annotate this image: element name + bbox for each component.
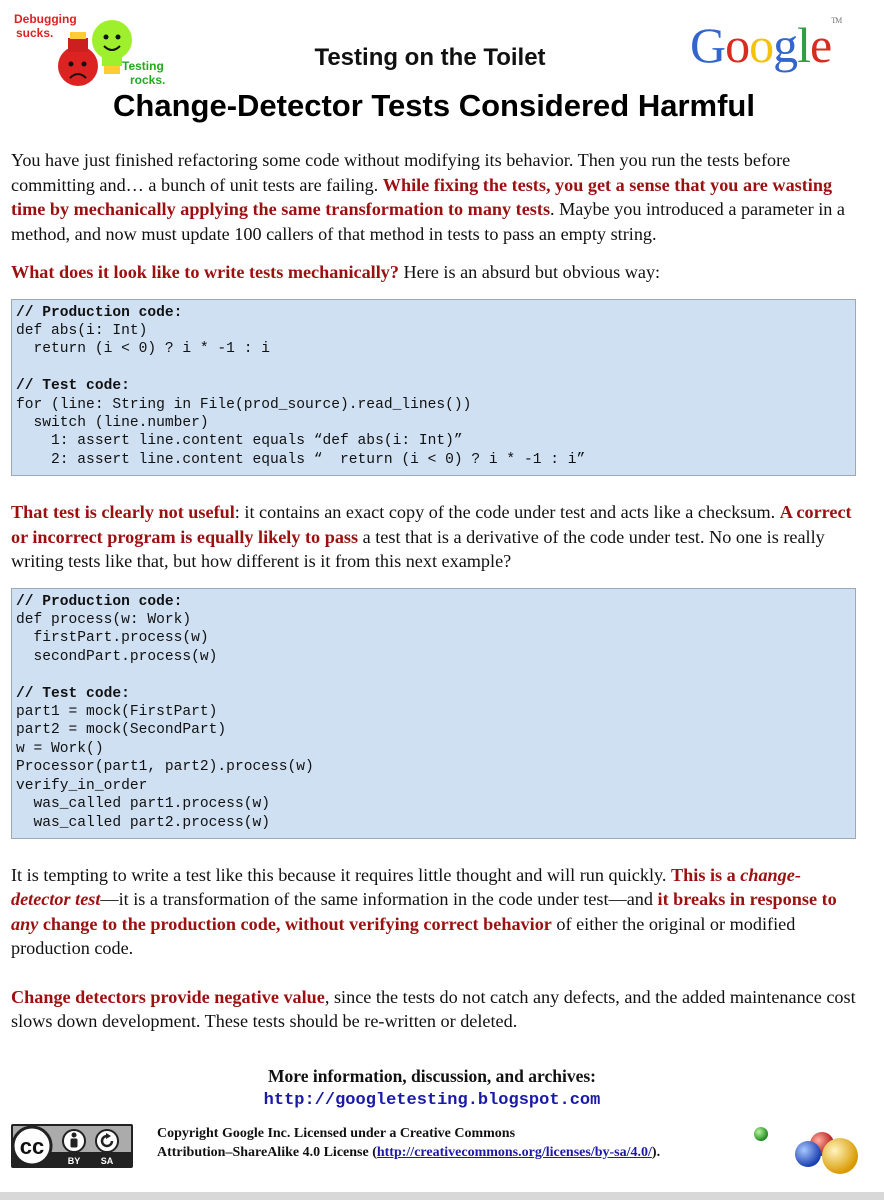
testing-rocks-text: Testing (122, 59, 164, 73)
cc-icon: cc (19, 1134, 45, 1159)
intro-paragraph (11, 148, 856, 246)
code-line: was_called part2.process(w) (16, 814, 270, 831)
code-line: Processor(part1, part2).process(w) (16, 759, 314, 776)
useless-highlight: That test is clearly not useful (11, 502, 235, 523)
cc-by-sa-badge[interactable] (11, 1124, 133, 1168)
series-title: Testing on the Toilet (314, 44, 546, 71)
tempting-highlight-italic: change-detector test (11, 864, 801, 910)
copyright-text: Attribution–ShareAlike 4.0 License ( (157, 1145, 377, 1160)
useless-text: : it contains an exact copy of the code under test and acts like a checksum. (234, 502, 780, 523)
code-line: firstPart.process(w) (16, 630, 209, 647)
footer-info: More information, discussion, and archives: (268, 1066, 596, 1086)
debugging-sucks-text-2: sucks. (16, 26, 54, 40)
code-line: part2 = mock(SecondPart) (16, 722, 227, 739)
google-letter: o (749, 17, 774, 73)
code-line: 2: assert line.content equals “ return (i < 0) ? i * -1 : i” (16, 451, 586, 468)
google-letter: l (797, 17, 811, 73)
page-bottom-bar (0, 1192, 884, 1200)
code-line: switch (line.number) (16, 414, 209, 431)
code-line: part1 = mock(FirstPart) (16, 704, 218, 721)
trademark-mark: TM (831, 16, 842, 25)
tempting-paragraph (11, 863, 856, 961)
copyright-text-end: ). (651, 1145, 661, 1160)
intro-highlight: While fixing the tests, you get a sense that you are wasting time by mechanically applying the same transformation to many tests (11, 174, 833, 219)
google-logo (690, 16, 841, 74)
header (0, 0, 884, 130)
tempting-text-3: of either the original or modified production code. (11, 913, 796, 959)
by-icon (63, 1130, 85, 1152)
tempting-text: It is tempting to write a test like this because it requires little thought and will run quickly. (11, 864, 672, 885)
negative-paragraph (11, 985, 856, 1034)
code-line: def abs(i: Int) (16, 322, 148, 339)
article-body (11, 148, 856, 1034)
google-letter: G (690, 17, 726, 73)
tempting-highlight-3: change to the production code, without verifying correct behavior (38, 913, 552, 934)
tempting-highlight: This is a (671, 864, 741, 885)
copyright-line-2 (157, 1143, 737, 1162)
code-line: // Production code: (16, 593, 183, 610)
negative-text: , since the tests do not catch any defects, and the added maintenance cost slows down development. These tests should be re-written or deleted. (11, 986, 856, 1032)
code-line: w = Work() (16, 740, 104, 757)
code-line: // Test code: (16, 378, 130, 395)
google-balls-icon (750, 1122, 870, 1178)
code-line: return (i < 0) ? i * -1 : i (16, 341, 270, 358)
code-line: 1: assert line.content equals “def abs(i: Int)” (16, 433, 463, 450)
code-line: def process(w: Work) (16, 612, 192, 629)
debugging-sucks-text: Debugging (14, 12, 77, 26)
code-line: // Test code: (16, 685, 130, 702)
tempting-highlight-any: any (11, 913, 39, 934)
question-text: Here is an absurd but obvious way: (398, 262, 661, 282)
useless-paragraph (11, 500, 856, 574)
code-line: for (line: String in File(prod_source).read_lines()) (16, 396, 472, 413)
code-block-process (11, 588, 856, 839)
google-letter: g (773, 17, 798, 73)
code-line: // Production code: (16, 304, 183, 321)
useless-highlight-2: A correct or incorrect program is equally likely to pass (11, 502, 852, 547)
google-letter: o (725, 17, 750, 73)
sa-label: SA (100, 1156, 114, 1166)
code-block-abs (11, 299, 856, 477)
useless-text-2: a test that is a derivative of the code under test. No one is really writing tests like that, but how different is it from this next example? (11, 526, 825, 572)
code-line: secondPart.process(w) (16, 648, 218, 665)
tempting-highlight-2: it breaks in response to (657, 889, 837, 910)
intro-text-2: . Maybe you introduced a parameter in a method, and now must update 100 callers of that method in tests to pass an empty string. (11, 199, 845, 244)
code-line (16, 666, 851, 684)
by-label: BY (67, 1156, 81, 1166)
question-highlight: What does it look like to write tests mechanically? (11, 262, 399, 282)
code-line: was_called part1.process(w) (16, 796, 270, 813)
question-paragraph (11, 260, 856, 285)
intro-text: You have just finished refactoring some code without modifying its behavior. Then you run the tests before committing and… a bunch of unit tests are failing. (11, 150, 791, 195)
copyright-line-1: Copyright Google Inc. Licensed under a Creative Commons (157, 1126, 516, 1141)
blog-link[interactable]: http://googletesting.blogspot.com (263, 1091, 601, 1110)
license-link[interactable]: http://creativecommons.org/licenses/by-sa/4.0/ (376, 1145, 652, 1160)
sa-icon (96, 1130, 118, 1152)
copyright-notice (157, 1124, 737, 1162)
google-letter: e (810, 17, 832, 73)
negative-highlight: Change detectors provide negative value (11, 986, 325, 1007)
code-line: verify_in_order (16, 777, 148, 794)
testing-rocks-text-2: rocks. (130, 73, 166, 87)
tempting-text-2: —it is a transformation of the same information in the code under test—and (100, 889, 658, 910)
code-line (16, 359, 851, 377)
page-title: Change-Detector Tests Considered Harmful (113, 88, 755, 123)
